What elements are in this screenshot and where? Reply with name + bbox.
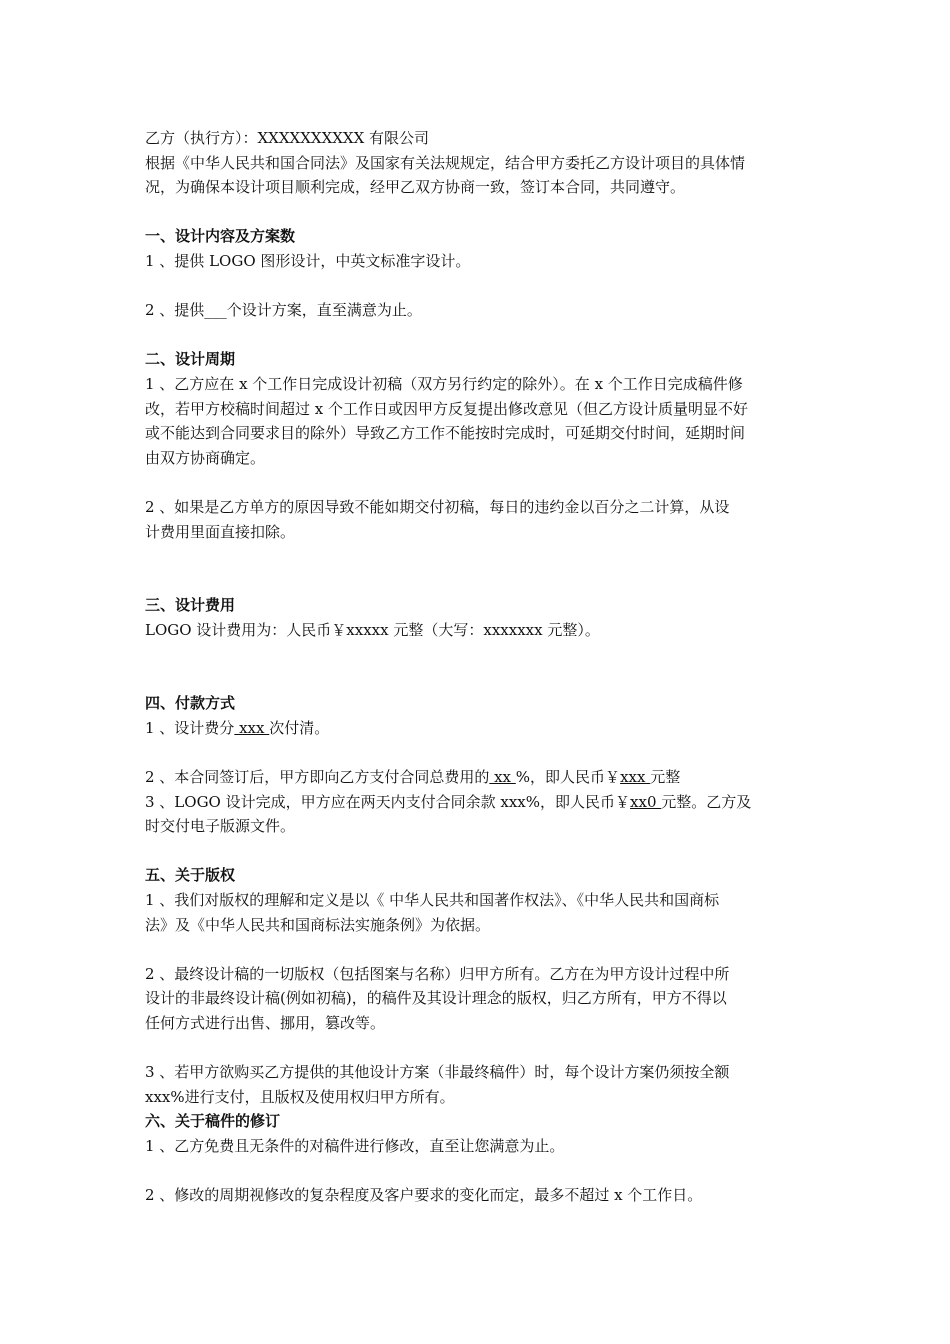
section-6-item-1: 1 、乙方免费且无条件的对稿件进行修改，直至让您满意为止。 [145, 1136, 565, 1155]
section-4-item-3 [145, 790, 813, 815]
spacer [145, 470, 813, 495]
section-4-heading: 四、付款方式 [145, 694, 236, 713]
spacer [145, 200, 813, 225]
spacer [145, 544, 813, 593]
text-segment: 元整。乙方及 [661, 792, 752, 811]
section-4-item-1 [145, 716, 813, 741]
section-2-item-1-line-1: 1 、乙方应在 x 个工作日完成设计初稿（双方另行约定的除外）。在 x 个工作日完成稿件修 [145, 374, 743, 393]
section-4-item-3-line-2: 时交付电子版源文件。 [145, 817, 296, 836]
underlined-blank: xx [489, 768, 516, 787]
section-5-item-1-line-2: 法》及《中华人民共和国商标法实施条例》为依据。 [145, 915, 491, 934]
spacer [145, 1036, 813, 1061]
section-5-item-2-line-1: 2 、最终设计稿的一切版权（包括图案与名称）归甲方所有。乙方在为甲方设计过程中所 [145, 964, 730, 983]
section-1-item-2: 2 、提供___个设计方案，直至满意为止。 [145, 301, 422, 320]
section-4-item-2 [145, 765, 813, 790]
section-5-item-1-line-1: 1 、我们对版权的理解和定义是以《 中华人民共和国著作权法》、《中华人民共和国商标 [145, 891, 720, 910]
spacer [145, 274, 813, 299]
section-5-heading: 五、关于版权 [145, 866, 236, 885]
intro-line-1: 根据《中华人民共和国合同法》及国家有关法规规定，结合甲方委托乙方设计项目的具体情 [145, 153, 746, 172]
text-segment: 2 、本合同签订后，甲方即向乙方支付合同总费用的 [145, 768, 490, 787]
section-3-item-1: LOGO 设计费用为：人民币￥xxxxx 元整（大写：xxxxxxx 元整）。 [145, 620, 600, 639]
section-5-item-2-line-3: 任何方式进行出售、挪用，篡改等。 [145, 1014, 386, 1032]
spacer [145, 323, 813, 348]
text-segment: 1 、设计费分 [145, 718, 235, 737]
section-2-item-1-line-3: 或不能达到合同要求目的除外）导致乙方工作不能按时完成时，可延期交付时间，延期时间 [145, 424, 746, 443]
spacer [145, 839, 813, 864]
text-segment: 次付清。 [269, 718, 330, 737]
text-segment: 元整 [650, 768, 681, 787]
section-2-item-1-line-4: 由双方协商确定。 [145, 448, 266, 467]
section-1-heading: 一、设计内容及方案数 [145, 227, 296, 246]
section-5-item-2-line-2: 设计的非最终设计稿(例如初稿)，的稿件及其设计理念的版权，归乙方所有，甲方不得以 [145, 989, 727, 1008]
text-segment: %，即人民币￥ [515, 768, 621, 787]
party-b-line: 乙方（执行方）：XXXXXXXXXX 有限公司 [145, 129, 430, 147]
underlined-blank: xxx [234, 718, 270, 737]
section-5-item-3-line-2: xxx%进行支付，且版权及使用权归甲方所有。 [145, 1087, 455, 1106]
section-2-item-2-line-2: 计费用里面直接扣除。 [145, 522, 296, 541]
underlined-blank: xx0 [630, 792, 662, 811]
spacer [145, 642, 813, 691]
contract-page [145, 126, 813, 1208]
spacer [145, 740, 813, 765]
section-5-item-3-line-1: 3 、若甲方欲购买乙方提供的其他设计方案（非最终稿件）时，每个设计方案仍须按全额 [145, 1063, 730, 1082]
text-segment: 3 、LOGO 设计完成，甲方应在两天内支付合同余款 xxx%，即人民币￥ [145, 792, 631, 811]
section-2-heading: 二、设计周期 [145, 350, 236, 369]
spacer [145, 937, 813, 962]
section-3-heading: 三、设计费用 [145, 596, 236, 615]
underlined-blank: xxx [620, 768, 651, 787]
section-2-item-2-line-1: 2 、如果是乙方单方的原因导致不能如期交付初稿，每日的违约金以百分之二计算，从设 [145, 497, 730, 516]
section-6-item-2: 2 、修改的周期视修改的复杂程度及客户要求的变化而定，最多不超过 x 个工作日。 [145, 1186, 703, 1205]
spacer [145, 1159, 813, 1184]
section-6-heading: 六、关于稿件的修订 [145, 1112, 281, 1131]
section-1-item-1: 1 、提供 LOGO 图形设计，中英文标准字设计。 [145, 251, 471, 270]
section-2-item-1-line-2: 改，若甲方校稿时间超过 x 个工作日或因甲方反复提出修改意见（但乙方设计质量明显不好 [145, 399, 748, 418]
intro-line-2: 况，为确保本设计项目顺利完成，经甲乙双方协商一致，签订本合同，共同遵守。 [145, 178, 686, 197]
